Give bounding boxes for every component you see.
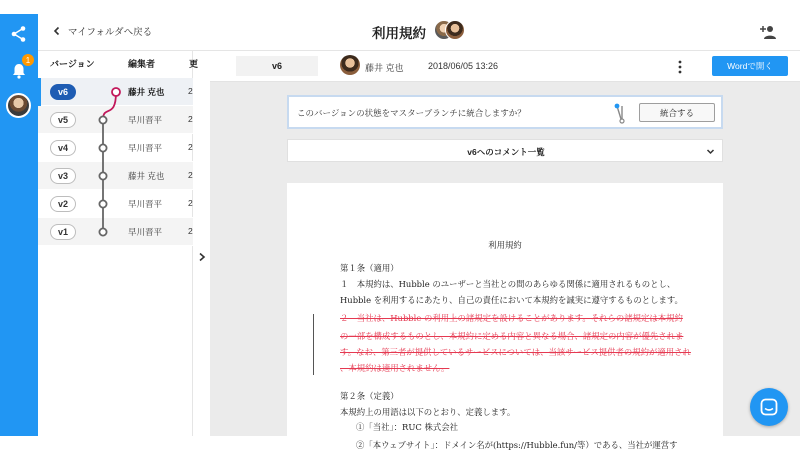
column-header-updated: 更 xyxy=(189,59,199,69)
avatar xyxy=(340,55,360,75)
document-text-line: 第１条（適用） xyxy=(340,263,399,273)
app-window xyxy=(0,14,800,450)
chevron-left-icon xyxy=(52,26,62,36)
version-updated-truncated: 2 xyxy=(188,114,193,124)
version-updated-truncated: 2 xyxy=(188,170,193,180)
avatar[interactable] xyxy=(6,93,31,118)
more-vertical-icon[interactable] xyxy=(676,60,684,74)
version-node-head xyxy=(112,88,120,96)
add-user-icon[interactable] xyxy=(760,24,778,40)
back-link[interactable] xyxy=(52,24,152,38)
document-text-line: 第２条（定義） xyxy=(340,391,399,401)
version-pill[interactable]: v4 xyxy=(50,140,76,156)
version-panel xyxy=(38,51,199,436)
deleted-text-line: ２ 当社は、Hubble の利用上の諸規定を設けることがあります。それらの諸規定は本規約 xyxy=(340,313,683,323)
avatar xyxy=(445,20,465,40)
version-node xyxy=(99,228,106,235)
version-updated-truncated: 2 xyxy=(188,142,193,152)
chat-icon xyxy=(760,398,778,416)
version-updated-truncated: 2 xyxy=(188,86,193,96)
deleted-text-line: の一部を構成するものとし、本規約に定める内容と異なる場合、諸規定の内容が優先されま xyxy=(340,331,684,341)
version-pill[interactable]: v1 xyxy=(50,224,76,240)
share-icon[interactable] xyxy=(9,24,29,44)
document-text-line: 本規約上の用語は以下のとおり、定義します。 xyxy=(340,407,516,417)
version-branch-graph xyxy=(76,78,136,248)
editor-name: 藤井 克也 xyxy=(365,63,404,73)
document-text-line: Hubble を利用するにあたり、自己の責任において本規約を誠実に遵守するものとします。 xyxy=(340,295,683,305)
document-area xyxy=(210,51,800,450)
top-bar xyxy=(38,14,800,51)
merge-prompt xyxy=(287,95,723,129)
version-editor: 早川晋平 xyxy=(128,199,163,209)
change-marker xyxy=(313,314,314,375)
version-editor: 早川晋平 xyxy=(128,143,163,153)
version-updated-truncated: 2 xyxy=(188,198,193,208)
chevron-right-icon[interactable] xyxy=(197,252,207,262)
open-in-word-button[interactable]: Wordで開く xyxy=(712,56,788,76)
version-node xyxy=(99,144,106,151)
comments-accordion[interactable] xyxy=(287,139,723,162)
version-pill[interactable]: v6 xyxy=(50,84,76,100)
document-page xyxy=(287,183,723,450)
document-text-line: ①「当社」：RUC 株式会社 xyxy=(356,422,458,432)
version-editor: 藤井 克也 xyxy=(128,171,165,181)
deleted-text-line: 、本規約は適用されません。 xyxy=(340,363,450,373)
collaborator-avatars[interactable] xyxy=(434,20,466,42)
chat-button[interactable] xyxy=(750,388,788,426)
version-table-header xyxy=(38,51,199,73)
version-pill[interactable]: v2 xyxy=(50,196,76,212)
document-text-line: ②「本ウェブサイト」：ドメイン名が(https://Hubble.fun/等）である、当社が運営す xyxy=(356,440,678,450)
version-node xyxy=(99,200,106,207)
version-editor: 早川晋平 xyxy=(128,227,163,237)
current-version-label: v6 xyxy=(236,56,318,76)
bell-icon[interactable] xyxy=(9,55,31,81)
column-header-version: バージョン xyxy=(50,59,95,69)
page-title: 利用規約 xyxy=(372,26,426,41)
version-pill[interactable]: v5 xyxy=(50,112,76,128)
version-node xyxy=(99,116,106,123)
version-pill[interactable]: v3 xyxy=(50,168,76,184)
back-label: マイフォルダへ戻る xyxy=(68,27,153,38)
merge-question: このバージョンの状態をマスターブランチに統合しますか？ xyxy=(297,108,526,118)
document-text-line: １ 本規約は、Hubble のユーザーと当社との間のあらゆる関係に適用されるものとし、 xyxy=(340,279,676,289)
comments-label: v6へのコメント一覧 xyxy=(467,147,545,157)
merge-button[interactable]: 統合する xyxy=(639,103,715,122)
chevron-down-icon xyxy=(706,147,715,156)
deleted-text-line: す。なお、第三者が提供しているサービスについては、当該サービス提供者の規約が適用され xyxy=(340,347,691,357)
version-node xyxy=(99,172,106,179)
merge-branch-icon xyxy=(613,102,627,124)
version-editor: 早川晋平 xyxy=(128,115,163,125)
column-header-editor: 編集者 xyxy=(128,59,156,69)
left-rail xyxy=(0,14,38,436)
version-updated-truncated: 2 xyxy=(188,226,193,236)
version-editor: 藤井 克也 xyxy=(128,87,165,97)
edited-timestamp: 2018/06/05 13:26 xyxy=(428,61,499,71)
document-toolbar xyxy=(210,51,800,82)
document-title: 利用規約 xyxy=(488,240,522,250)
notification-badge: 1 xyxy=(22,54,34,66)
